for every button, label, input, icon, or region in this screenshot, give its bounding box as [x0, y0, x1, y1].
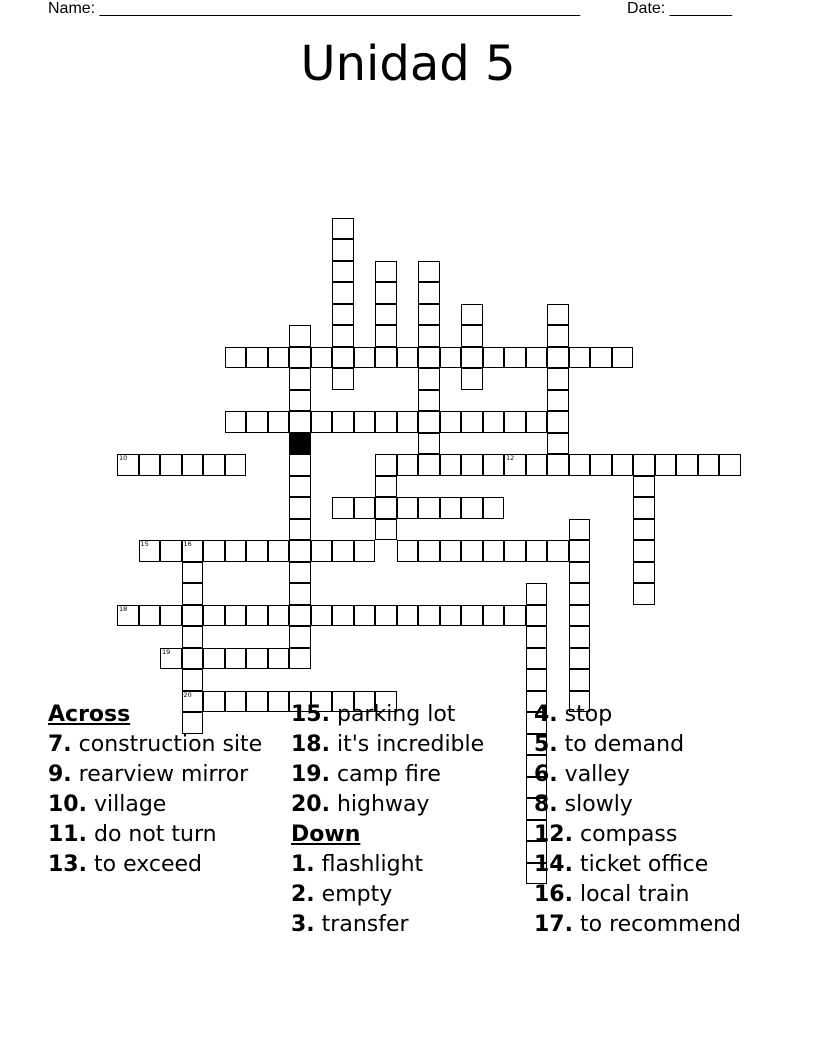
crossword-cell[interactable]	[418, 540, 440, 562]
crossword-cell[interactable]	[633, 454, 655, 476]
crossword-cell[interactable]	[246, 347, 268, 369]
crossword-cell[interactable]	[160, 540, 182, 562]
crossword-cell[interactable]	[203, 648, 225, 670]
crossword-cell[interactable]	[397, 497, 419, 519]
clue-item-text: rearview mirror	[78, 762, 249, 787]
crossword-cell[interactable]	[117, 605, 139, 627]
crossword-cell[interactable]	[526, 411, 548, 433]
crossword-cell[interactable]	[311, 605, 333, 627]
crossword-cell[interactable]	[526, 583, 548, 605]
crossword-cell[interactable]	[547, 347, 569, 369]
crossword-cell[interactable]	[569, 562, 591, 584]
crossword-cell[interactable]	[332, 540, 354, 562]
crossword-cell[interactable]	[547, 540, 569, 562]
crossword-cell[interactable]	[397, 347, 419, 369]
crossword-cell[interactable]	[354, 347, 376, 369]
crossword-cell[interactable]	[590, 347, 612, 369]
crossword-cell[interactable]	[418, 390, 440, 412]
crossword-cell[interactable]	[526, 626, 548, 648]
clue-item-number: 5.	[534, 732, 558, 757]
clue-item-text: local train	[579, 882, 690, 907]
crossword-cell[interactable]	[719, 454, 741, 476]
crossword-cell[interactable]	[332, 239, 354, 261]
crossword-cell[interactable]	[418, 368, 440, 390]
crossword-cell[interactable]	[655, 454, 677, 476]
crossword-cell[interactable]	[440, 605, 462, 627]
crossword-cell[interactable]	[418, 282, 440, 304]
clue-item-number: 20.	[291, 792, 330, 817]
clue-item	[48, 732, 278, 758]
crossword-cell[interactable]	[676, 454, 698, 476]
clue-item-number: 9.	[48, 762, 72, 787]
crossword-cell[interactable]	[289, 476, 311, 498]
crossword-cell[interactable]	[461, 454, 483, 476]
clue-number: 20	[183, 690, 192, 699]
clue-item	[291, 732, 521, 758]
crossword-cell[interactable]	[483, 454, 505, 476]
crossword-cell[interactable]	[354, 605, 376, 627]
clue-item-text: it's incredible	[336, 732, 485, 757]
crossword-cell[interactable]	[504, 605, 526, 627]
crossword-cell[interactable]	[160, 454, 182, 476]
crossword-cell[interactable]	[483, 540, 505, 562]
crossword-cell[interactable]	[504, 454, 526, 476]
crossword-cell[interactable]	[418, 347, 440, 369]
crossword-cell[interactable]	[526, 669, 548, 691]
crossword-cell[interactable]	[461, 540, 483, 562]
crossword-cell[interactable]	[289, 325, 311, 347]
crossword-cell[interactable]	[418, 454, 440, 476]
crossword-cell[interactable]	[311, 540, 333, 562]
crossword-cell[interactable]	[225, 540, 247, 562]
crossword-cell[interactable]	[633, 583, 655, 605]
crossword-cell[interactable]	[268, 540, 290, 562]
clue-item-text: construction site	[78, 732, 263, 757]
clue-item-number: 3.	[291, 912, 315, 937]
crossword-cell[interactable]	[547, 454, 569, 476]
clue-item-number: 17.	[534, 912, 573, 937]
clue-item-text: to demand	[564, 732, 685, 757]
crossword-cell[interactable]	[569, 540, 591, 562]
crossword-cell[interactable]	[418, 304, 440, 326]
crossword-cell[interactable]	[633, 497, 655, 519]
crossword-cell[interactable]	[375, 605, 397, 627]
clue-item	[534, 882, 794, 908]
clue-item	[48, 822, 278, 848]
crossword-cell[interactable]	[182, 454, 204, 476]
crossword-cell[interactable]	[289, 368, 311, 390]
crossword-cell[interactable]	[332, 347, 354, 369]
clue-item	[291, 912, 521, 938]
crossword-cell[interactable]	[139, 540, 161, 562]
clue-item-number: 7.	[48, 732, 72, 757]
crossword-cell[interactable]	[569, 669, 591, 691]
clue-item-text: village	[93, 792, 167, 817]
crossword-cell[interactable]	[332, 304, 354, 326]
name-field-label: Name: ______________________________________________________	[48, 0, 581, 17]
crossword-cell[interactable]	[633, 562, 655, 584]
crossword-cell[interactable]	[504, 540, 526, 562]
crossword-cell[interactable]	[289, 497, 311, 519]
crossword-cell[interactable]	[483, 347, 505, 369]
clue-column-1	[48, 702, 278, 882]
clue-item-text: to recommend	[579, 912, 742, 937]
clue-item-number: 19.	[291, 762, 330, 787]
crossword-cell[interactable]	[440, 347, 462, 369]
clue-section-heading: Down	[291, 822, 361, 847]
clue-number: 10	[119, 454, 128, 462]
crossword-cell[interactable]	[354, 411, 376, 433]
crossword-cell[interactable]	[225, 454, 247, 476]
crossword-cell[interactable]	[440, 454, 462, 476]
crossword-cell[interactable]	[547, 304, 569, 326]
crossword-cell[interactable]	[354, 497, 376, 519]
crossword-cell[interactable]	[483, 411, 505, 433]
crossword-cell[interactable]	[332, 261, 354, 283]
crossword-cell[interactable]	[375, 304, 397, 326]
crossword-cell[interactable]	[203, 540, 225, 562]
clue-item-number: 12.	[534, 822, 573, 847]
crossword-cell[interactable]	[612, 347, 634, 369]
crossword-cell[interactable]	[612, 454, 634, 476]
crossword-cell[interactable]	[289, 562, 311, 584]
crossword-cell[interactable]	[504, 347, 526, 369]
crossword-cell[interactable]	[246, 648, 268, 670]
crossword-cell[interactable]	[418, 411, 440, 433]
crossword-cell[interactable]	[483, 605, 505, 627]
crossword-cell[interactable]	[547, 325, 569, 347]
crossword-cell[interactable]	[182, 540, 204, 562]
crossword-cell[interactable]	[225, 605, 247, 627]
clue-item-text: slowly	[564, 792, 633, 817]
crossword-cell[interactable]	[547, 390, 569, 412]
crossword-cell[interactable]	[289, 605, 311, 627]
crossword-cell[interactable]	[182, 605, 204, 627]
crossword-cell[interactable]	[182, 583, 204, 605]
crossword-cell[interactable]	[225, 411, 247, 433]
crossword-cell[interactable]	[375, 325, 397, 347]
crossword-cell[interactable]	[590, 454, 612, 476]
clue-item	[534, 822, 794, 848]
clue-item-text: valley	[564, 762, 630, 787]
crossword-cell[interactable]	[397, 411, 419, 433]
clue-item-number: 1.	[291, 852, 315, 877]
crossword-cell[interactable]	[289, 519, 311, 541]
clue-item-text: to exceed	[93, 852, 202, 877]
clue-item-text: compass	[579, 822, 678, 847]
clue-item	[291, 702, 521, 728]
crossword-cell[interactable]	[246, 605, 268, 627]
crossword-cell[interactable]	[332, 325, 354, 347]
crossword-cell[interactable]	[225, 648, 247, 670]
crossword-cell[interactable]	[569, 648, 591, 670]
crossword-cell[interactable]	[397, 454, 419, 476]
clue-item-number: 4.	[534, 702, 558, 727]
crossword-cell[interactable]	[440, 411, 462, 433]
clue-item	[534, 852, 794, 878]
clue-number: 16	[183, 540, 192, 548]
crossword-cell[interactable]	[203, 454, 225, 476]
crossword-cell[interactable]	[504, 411, 526, 433]
crossword-cell[interactable]	[569, 454, 591, 476]
crossword-cell[interactable]	[547, 368, 569, 390]
crossword-cell[interactable]	[289, 454, 311, 476]
clue-column-3	[534, 702, 794, 942]
crossword-cell[interactable]	[633, 519, 655, 541]
clue-item	[534, 912, 794, 938]
clue-item-number: 2.	[291, 882, 315, 907]
clue-item-number: 13.	[48, 852, 87, 877]
crossword-cell[interactable]	[418, 433, 440, 455]
crossword-cell[interactable]	[418, 497, 440, 519]
clue-number: 12	[506, 454, 515, 462]
crossword-cell[interactable]	[375, 261, 397, 283]
crossword-cell[interactable]	[268, 411, 290, 433]
crossword-cell[interactable]	[225, 347, 247, 369]
clue-item	[291, 852, 521, 878]
clue-item-text: ticket office	[579, 852, 709, 877]
crossword-cell[interactable]	[440, 497, 462, 519]
crossword-cell[interactable]	[160, 648, 182, 670]
crossword-cell[interactable]	[354, 540, 376, 562]
clue-item-number: 14.	[534, 852, 573, 877]
crossword-cell[interactable]	[246, 411, 268, 433]
crossword-cell[interactable]	[182, 626, 204, 648]
clue-item	[291, 882, 521, 908]
crossword-cell[interactable]	[461, 605, 483, 627]
crossword-cell[interactable]	[289, 390, 311, 412]
clue-item-text: do not turn	[93, 822, 217, 847]
crossword-cell[interactable]	[569, 626, 591, 648]
crossword-cell[interactable]	[182, 648, 204, 670]
crossword-cell[interactable]	[547, 411, 569, 433]
crossword-cell[interactable]	[461, 325, 483, 347]
crossword-cell[interactable]	[375, 454, 397, 476]
crossword-cell[interactable]	[547, 433, 569, 455]
crossword-cell[interactable]	[440, 540, 462, 562]
crossword-cell[interactable]	[139, 605, 161, 627]
crossword-cell[interactable]	[569, 583, 591, 605]
crossword-cell[interactable]	[375, 282, 397, 304]
clue-item	[48, 792, 278, 818]
crossword-cell[interactable]	[268, 648, 290, 670]
clue-item-number: 11.	[48, 822, 87, 847]
crossword-cell[interactable]	[332, 411, 354, 433]
clue-item-text: stop	[564, 702, 613, 727]
crossword-cell[interactable]	[246, 540, 268, 562]
crossword-cell[interactable]	[289, 648, 311, 670]
clue-number: 15	[140, 540, 149, 548]
clue-number: 19	[162, 647, 171, 656]
crossword-cell[interactable]	[569, 605, 591, 627]
clue-item-number: 10.	[48, 792, 87, 817]
crossword-cell[interactable]	[418, 261, 440, 283]
clue-item-text: camp fire	[336, 762, 441, 787]
crossword-cell[interactable]	[289, 540, 311, 562]
crossword-cell[interactable]	[526, 454, 548, 476]
crossword-cell[interactable]	[397, 605, 419, 627]
crossword-cell[interactable]	[182, 669, 204, 691]
crossword-cell[interactable]	[375, 411, 397, 433]
crossword-cell[interactable]	[461, 347, 483, 369]
crossword-cell[interactable]	[526, 540, 548, 562]
crossword-cell[interactable]	[397, 540, 419, 562]
clue-item	[48, 762, 278, 788]
crossword-cell[interactable]	[418, 325, 440, 347]
clue-item-number: 15.	[291, 702, 330, 727]
clue-item-number: 16.	[534, 882, 573, 907]
crossword-cell[interactable]	[461, 368, 483, 390]
crossword-cell[interactable]	[289, 626, 311, 648]
crossword-cell[interactable]	[526, 605, 548, 627]
crossword-cell[interactable]	[160, 605, 182, 627]
page-title: Unidad 5	[300, 36, 516, 92]
crossword-cell[interactable]	[311, 411, 333, 433]
clue-item	[534, 792, 794, 818]
clue-item	[534, 702, 794, 728]
crossword-cell[interactable]	[483, 497, 505, 519]
crossword-cell[interactable]	[461, 304, 483, 326]
clue-item-number: 6.	[534, 762, 558, 787]
crossword-cell[interactable]	[569, 519, 591, 541]
crossword-cell[interactable]	[375, 519, 397, 541]
date-field-label: Date: _______	[627, 0, 732, 17]
crossword-cell[interactable]	[332, 218, 354, 240]
crossword-cell[interactable]	[203, 605, 225, 627]
clue-column-2	[291, 702, 521, 942]
crossword-cell[interactable]	[633, 476, 655, 498]
crossword-cell[interactable]	[289, 347, 311, 369]
crossword-cell[interactable]	[418, 605, 440, 627]
crossword-cell[interactable]	[375, 476, 397, 498]
crossword-cell[interactable]	[633, 540, 655, 562]
crossword-cell[interactable]	[375, 497, 397, 519]
crossword-cell[interactable]	[139, 454, 161, 476]
crossword-black-cell	[289, 433, 311, 455]
clue-item-number: 8.	[534, 792, 558, 817]
clue-item	[291, 762, 521, 788]
crossword-cell[interactable]	[117, 454, 139, 476]
crossword-cell[interactable]	[526, 347, 548, 369]
crossword-cell[interactable]	[268, 347, 290, 369]
clue-section-heading: Across	[48, 702, 131, 727]
crossword-cell[interactable]	[289, 583, 311, 605]
crossword-cell[interactable]	[289, 411, 311, 433]
crossword-cell[interactable]	[332, 368, 354, 390]
clue-item-text: flashlight	[321, 852, 424, 877]
crossword-cell[interactable]	[182, 562, 204, 584]
clue-item	[534, 762, 794, 788]
clue-item-text: empty	[321, 882, 393, 907]
crossword-cell[interactable]	[332, 497, 354, 519]
clue-item-number: 18.	[291, 732, 330, 757]
clue-item-text: transfer	[321, 912, 409, 937]
crossword-cell[interactable]	[375, 347, 397, 369]
crossword-cell[interactable]	[569, 347, 591, 369]
crossword-cell[interactable]	[526, 648, 548, 670]
clue-item-text: parking lot	[336, 702, 456, 727]
crossword-cell[interactable]	[698, 454, 720, 476]
crossword-cell[interactable]	[311, 347, 333, 369]
clue-number: 18	[119, 604, 128, 613]
crossword-cell[interactable]	[461, 497, 483, 519]
crossword-cell[interactable]	[332, 282, 354, 304]
crossword-cell[interactable]	[332, 605, 354, 627]
clue-item-text: highway	[336, 792, 430, 817]
clue-item	[48, 852, 278, 878]
crossword-cell[interactable]	[461, 411, 483, 433]
clue-item	[291, 792, 521, 818]
clue-item	[534, 732, 794, 758]
crossword-cell[interactable]	[268, 605, 290, 627]
